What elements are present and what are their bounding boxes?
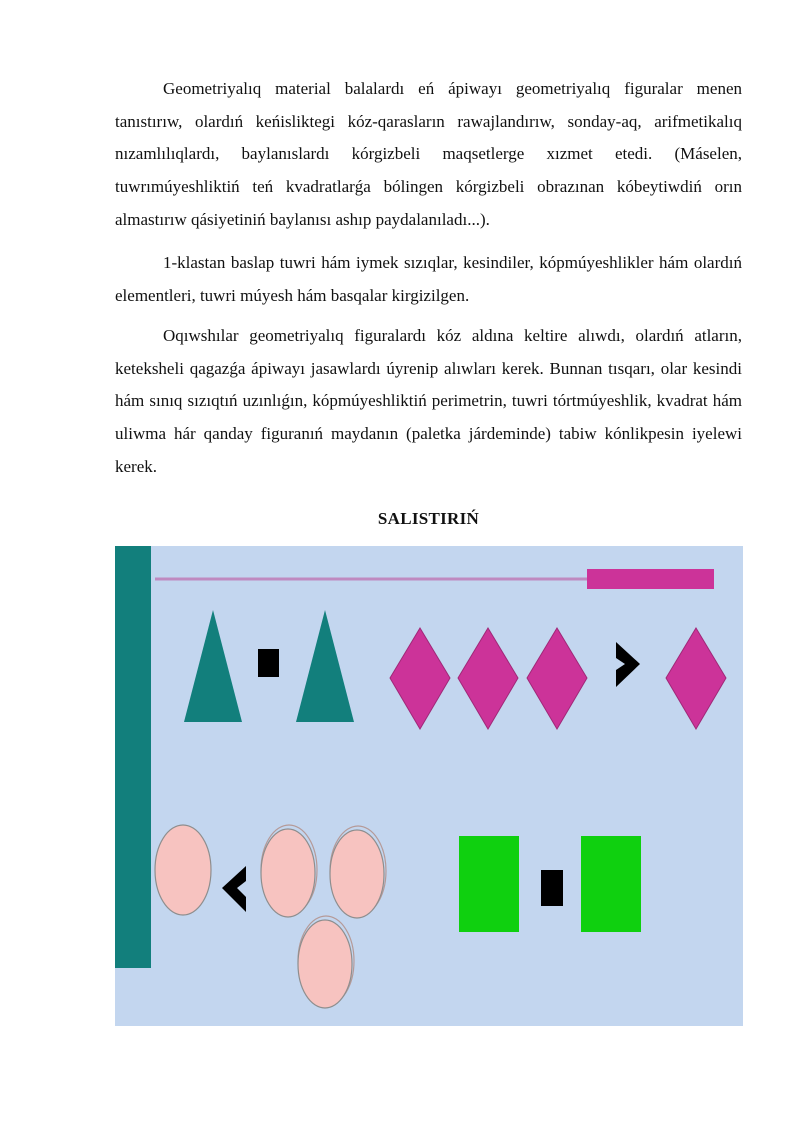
pink-oval-group-3 — [298, 920, 352, 1008]
left-teal-bar — [115, 546, 151, 968]
equals-square-sign — [258, 649, 279, 677]
paragraph-2: 1-klastan baslap tuwri hám iymek sızıqlar, kesindiler, kópmúyeshlikler hám olardıń elementleri, tuwri múyesh hám basqalar kirgizilgen. — [115, 253, 742, 305]
comparison-illustration-svg — [115, 546, 743, 1026]
comparison-illustration — [115, 546, 743, 1026]
paragraph-1: Geometriyalıq material balalardı eń ápiwayı geometriyalıq figuralar menen tanıstırıw, olardıń keńisliktegi kóz-qarasların rawajlandırıw, sonday-aq, arifmetikalıq nızamlılıqlardı, baylanıslardı kórgizbeli maqsetlerge xızmet etedi. (Máselen, tuwrımúyeshliktiń teń kvadratlarǵa bólingen kórgizbeli obrazınan kóbeytiwdiń orın almastırıw qásiyetiniń baylanısı ashıp paydalanıladı...). — [115, 79, 742, 229]
equals-square-sign-2 — [541, 870, 563, 906]
illustration-background — [115, 546, 743, 1026]
section-title: SALISTIRIŃ — [377, 509, 480, 528]
paragraph-3: Oqıwshılar geometriyalıq figuralardı kóz aldına keltire alıwdı, olardıń atların, keteksheli qagazǵa ápiwayı jasawlardı úyrenip alıwları kerek. Bunnan tısqarı, olar kesindi hám sınıq sızıqtıń uzınlıǵın, kópmúyeshliktiń perimetrin, tuwri tórtmúyeshlik, kvadrat hám uliwma hár qanday figuranıń maydanın (paletka járdeminde) tabiw kónlikpesin iyelewi kerek. — [115, 326, 742, 476]
pink-oval-group-1 — [261, 829, 315, 917]
green-rectangle-left — [459, 836, 519, 932]
pink-oval-group-2 — [330, 830, 384, 918]
green-rectangle-right — [581, 836, 641, 932]
top-thick-bar — [587, 569, 714, 589]
pink-oval-single — [155, 825, 211, 915]
